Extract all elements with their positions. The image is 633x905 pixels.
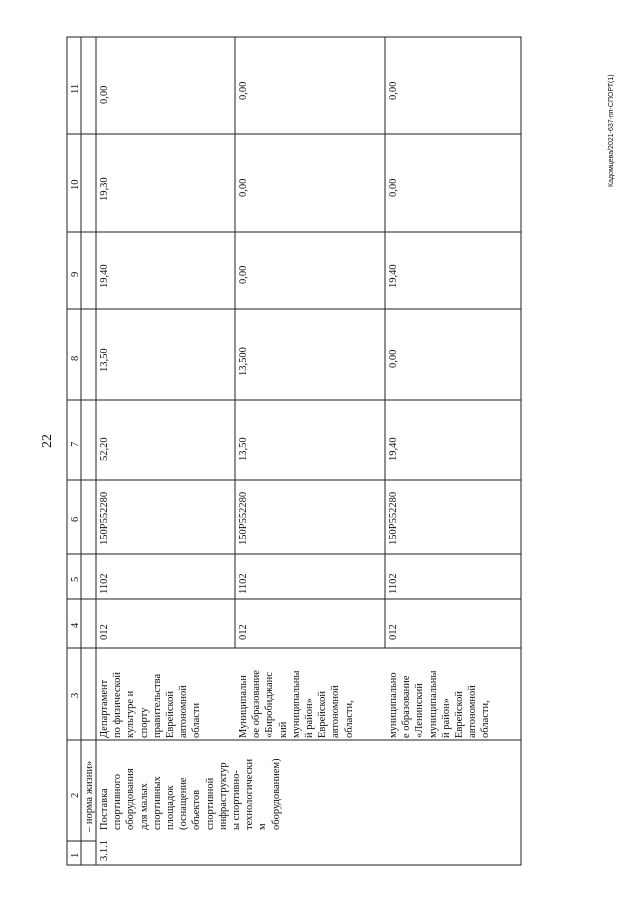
executor-cell: Муниципальн ое образование «Биробиджанс кий муниципальны й район» Еврейской автономной области, bbox=[238, 670, 355, 738]
target-cell: 150Р552280 bbox=[238, 491, 249, 545]
value-cell: 0,00 bbox=[388, 178, 399, 197]
value-cell: 19,30 bbox=[99, 177, 110, 201]
section-cell: 1102 bbox=[388, 573, 399, 594]
page-number: 22 bbox=[40, 434, 55, 448]
target-cell: 150Р552280 bbox=[99, 491, 110, 545]
value-cell: 19,40 bbox=[388, 437, 399, 461]
header-8: 8 bbox=[70, 355, 81, 361]
value-cell: 19,40 bbox=[388, 264, 399, 288]
target-cell: 150Р552280 bbox=[388, 491, 399, 545]
header-3: 3 bbox=[70, 692, 81, 698]
value-cell: 0,00 bbox=[238, 178, 249, 197]
value-cell: 0,00 bbox=[388, 349, 399, 368]
header-4: 4 bbox=[70, 622, 81, 628]
item-description: Поставка спортивного оборудования для малых спортивных площадок (оснащение объектов спортивной инфраструктур ы спортивно- технологически м оборудованием) bbox=[99, 758, 282, 830]
document-stamp: Кадомцева/2021-637-пп-СПОРТ(1) bbox=[608, 74, 615, 187]
section-cell: 1102 bbox=[238, 573, 249, 594]
code-cell: 012 bbox=[388, 624, 399, 640]
header-1: 1 bbox=[70, 852, 81, 858]
header-9: 9 bbox=[70, 271, 81, 277]
header-11: 11 bbox=[70, 83, 81, 94]
header-10: 10 bbox=[70, 179, 81, 190]
code-cell: 012 bbox=[238, 624, 249, 640]
value-cell: 19,40 bbox=[99, 264, 110, 288]
executor-cell: Департамент по физической культуре и спорту правительства Еврейской автономной области bbox=[99, 672, 203, 738]
section-cell: 1102 bbox=[99, 573, 110, 594]
header-5: 5 bbox=[70, 576, 81, 582]
value-cell: 13,50 bbox=[238, 437, 249, 461]
header-7: 7 bbox=[70, 441, 81, 447]
item-number: 3.1.1 bbox=[99, 840, 110, 861]
value-cell: 0,00 bbox=[238, 265, 249, 284]
code-cell: 012 bbox=[99, 624, 110, 640]
value-cell: 0,00 bbox=[388, 81, 399, 100]
value-cell: 13,50 bbox=[99, 348, 110, 372]
header-6: 6 bbox=[70, 516, 81, 522]
banner-text: – норма жизни» bbox=[84, 760, 95, 832]
value-cell: 0,00 bbox=[99, 85, 110, 104]
value-cell: 52,20 bbox=[99, 437, 110, 461]
header-2: 2 bbox=[70, 792, 81, 798]
executor-cell: муниципально е образование «Ленинский муниципальны й район» Еврейской автономной области, bbox=[388, 670, 492, 738]
value-cell: 13,500 bbox=[238, 347, 249, 376]
value-cell: 0,00 bbox=[238, 81, 249, 100]
